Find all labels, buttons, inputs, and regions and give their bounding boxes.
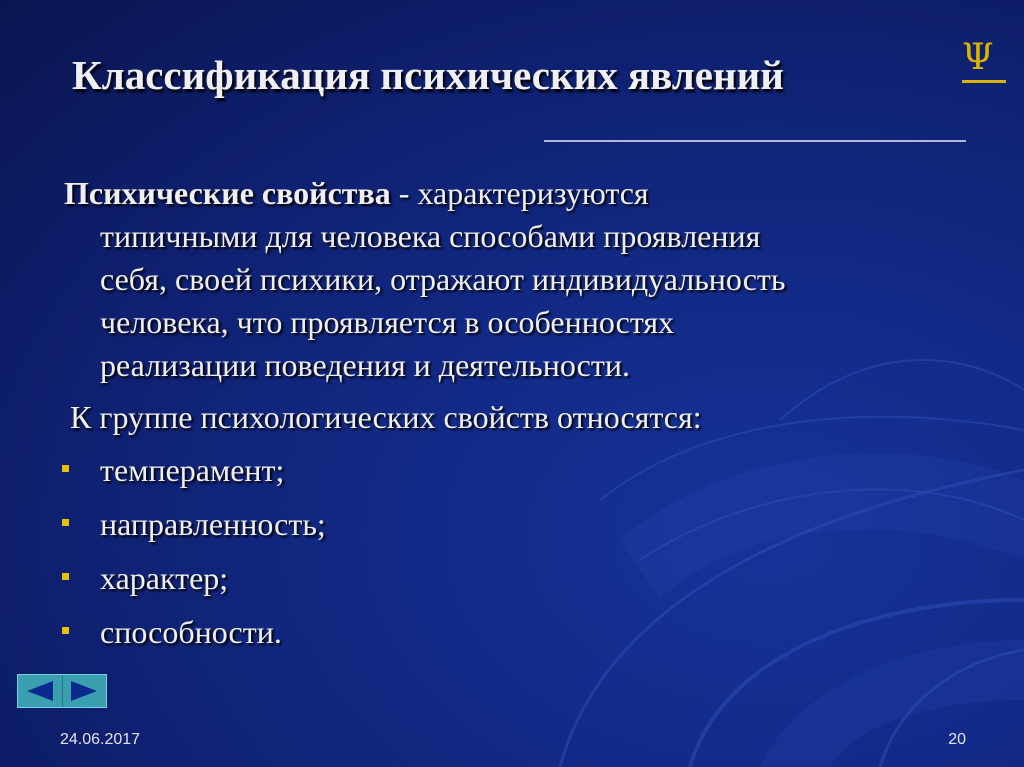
slide-number: 20 xyxy=(948,731,966,748)
list-item-label: темперамент; xyxy=(100,452,285,488)
property-list xyxy=(58,447,326,663)
definition-line3: себя, своей психики, отражают индивидуальность xyxy=(100,261,786,297)
next-slide-button[interactable] xyxy=(62,675,107,707)
psi-logo-underline xyxy=(962,80,1006,83)
triangle-left-icon xyxy=(25,680,55,702)
definition-line2: типичными для человека способами проявления xyxy=(100,218,761,254)
list-item-temperament xyxy=(58,447,326,501)
previous-slide-button[interactable] xyxy=(18,675,62,707)
definition-term: Психические свойства xyxy=(64,175,391,211)
definition-line5: реализации поведения и деятельности. xyxy=(100,347,630,383)
triangle-right-icon xyxy=(69,680,99,702)
list-item-character xyxy=(58,555,326,609)
list-item-label: способности. xyxy=(100,614,282,650)
list-item-orientation xyxy=(58,501,326,555)
square-bullet-icon xyxy=(62,573,69,580)
definition-paragraph xyxy=(64,172,954,387)
group-intro: К группе психологических свойств относятся: xyxy=(70,399,702,435)
psi-logo-icon: Ψ xyxy=(962,37,994,78)
title-divider xyxy=(544,140,966,142)
slide-navigation xyxy=(17,674,107,708)
slide-title: Классификация психических явлений xyxy=(72,52,784,98)
square-bullet-icon xyxy=(62,627,69,634)
list-item-abilities xyxy=(58,609,326,663)
square-bullet-icon xyxy=(62,465,69,472)
list-item-label: направленность; xyxy=(100,506,326,542)
list-item-label: характер; xyxy=(100,560,229,596)
definition-line4: человека, что проявляется в особенностях xyxy=(100,304,675,340)
definition-line1-text: - характеризуются xyxy=(390,175,649,211)
footer-date: 24.06.2017 xyxy=(60,731,141,748)
definition-first-line xyxy=(64,172,954,215)
square-bullet-icon xyxy=(62,519,69,526)
